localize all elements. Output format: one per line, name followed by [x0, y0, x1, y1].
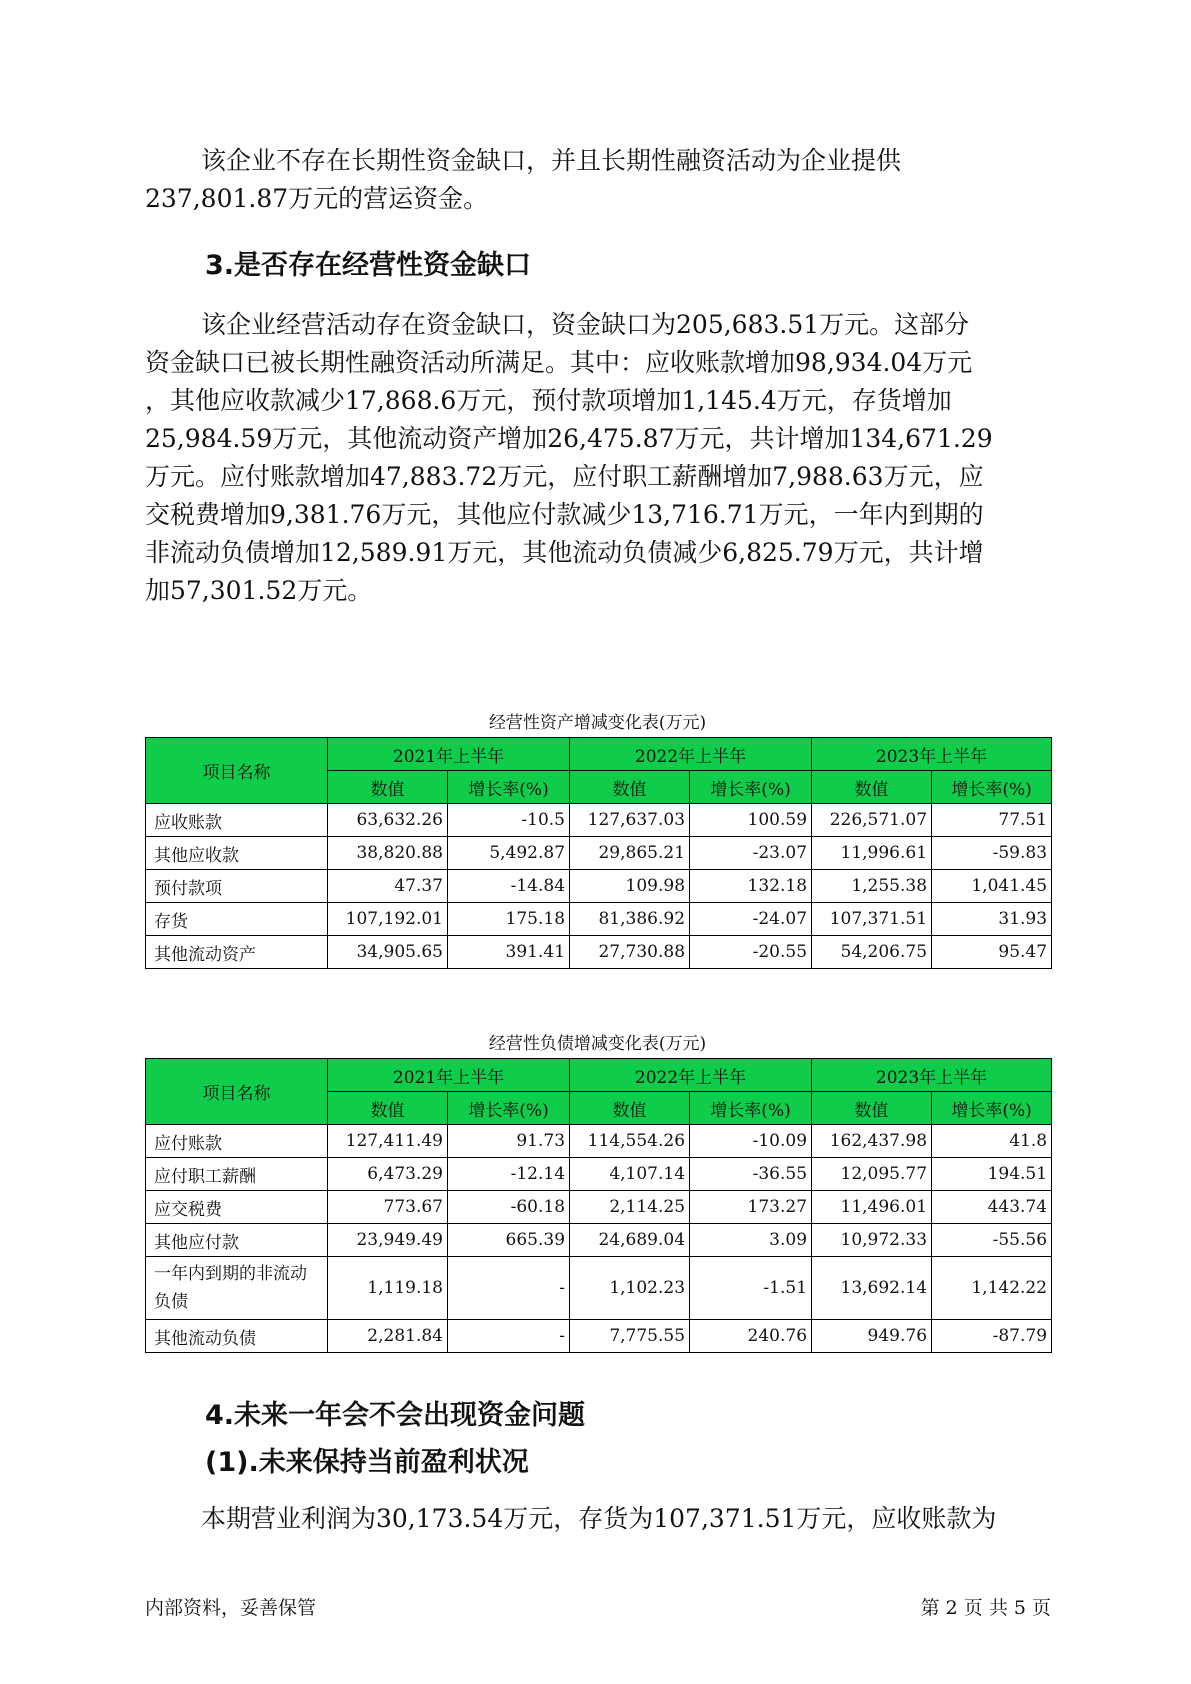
table-cell: 127,411.49: [328, 1125, 448, 1158]
operating-assets-table: [145, 737, 1052, 969]
paragraph-operating-gap: [145, 306, 1050, 610]
operating-liabilities-table: [145, 1058, 1052, 1353]
subsection-heading-4-1: (1).未来保持当前盈利状况: [205, 1447, 529, 1478]
table-cell: -: [448, 1257, 570, 1320]
section-heading-4: 4.未来一年会不会出现资金问题: [205, 1400, 586, 1431]
column-header-growth: 增长率(%): [690, 1092, 812, 1125]
column-header-value: 数值: [570, 771, 690, 804]
table-cell: -: [448, 1320, 570, 1353]
column-header-period: 2022年上半年: [570, 738, 812, 771]
table-cell: 54,206.75: [812, 936, 932, 969]
table-cell: 27,730.88: [570, 936, 690, 969]
table-cell: 34,905.65: [328, 936, 448, 969]
table-cell: 665.39: [448, 1224, 570, 1257]
column-header-period: 2023年上半年: [812, 1059, 1052, 1092]
footer-confidential-note: 内部资料，妥善保管: [145, 1597, 317, 1619]
column-header-growth: 增长率(%): [448, 771, 570, 804]
row-label: 存货: [146, 903, 328, 936]
column-header-period: 2021年上半年: [328, 1059, 570, 1092]
table-cell: 240.76: [690, 1320, 812, 1353]
paragraph-profit: [145, 1500, 1050, 1538]
text-line: 本期营业利润为30,173.54万元，存货为107,371.51万元，应收账款为: [201, 1504, 997, 1533]
table-cell: 100.59: [690, 804, 812, 837]
table-row: [146, 870, 1052, 903]
table-cell: 107,371.51: [812, 903, 932, 936]
column-header-value: 数值: [812, 771, 932, 804]
text-line: 该企业不存在长期性资金缺口，并且长期性融资活动为企业提供: [201, 146, 902, 175]
table-row: [146, 1224, 1052, 1257]
column-header-value: 数值: [570, 1092, 690, 1125]
table-cell: 12,095.77: [812, 1158, 932, 1191]
table-cell: 6,473.29: [328, 1158, 448, 1191]
table-cell: 4,107.14: [570, 1158, 690, 1191]
table-cell: 11,996.61: [812, 837, 932, 870]
row-label: 应交税费: [146, 1191, 328, 1224]
table-cell: -87.79: [932, 1320, 1052, 1353]
table-cell: 175.18: [448, 903, 570, 936]
text-line: 加57,301.52万元。: [145, 576, 373, 605]
table-cell: -10.09: [690, 1125, 812, 1158]
table-cell: 114,554.26: [570, 1125, 690, 1158]
table-cell: 194.51: [932, 1158, 1052, 1191]
table-cell: -12.14: [448, 1158, 570, 1191]
table-cell: 1,102.23: [570, 1257, 690, 1320]
table-cell: 773.67: [328, 1191, 448, 1224]
table-cell: 13,692.14: [812, 1257, 932, 1320]
table-cell: 81,386.92: [570, 903, 690, 936]
table-cell: -23.07: [690, 837, 812, 870]
table-row: [146, 1320, 1052, 1353]
footer-page-number: 第 2 页 共 5 页: [920, 1597, 1051, 1619]
table-cell: -55.56: [932, 1224, 1052, 1257]
table-cell: 10,972.33: [812, 1224, 932, 1257]
text-line: 237,801.87万元的营运资金。: [145, 184, 489, 213]
table-cell: 95.47: [932, 936, 1052, 969]
table-cell: 1,255.38: [812, 870, 932, 903]
table-cell: 23,949.49: [328, 1224, 448, 1257]
row-label: 应付职工薪酬: [146, 1158, 328, 1191]
table-cell: -10.5: [448, 804, 570, 837]
table-row: [146, 1257, 1052, 1320]
table-cell: 132.18: [690, 870, 812, 903]
table-row: [146, 804, 1052, 837]
table-cell: 3.09: [690, 1224, 812, 1257]
column-header-growth: 增长率(%): [932, 1092, 1052, 1125]
table-cell: 2,114.25: [570, 1191, 690, 1224]
table-cell: -14.84: [448, 870, 570, 903]
table-cell: 162,437.98: [812, 1125, 932, 1158]
row-label: 一年内到期的非流动负债: [146, 1257, 328, 1320]
table-cell: 173.27: [690, 1191, 812, 1224]
table-row: [146, 1125, 1052, 1158]
table-cell: 127,637.03: [570, 804, 690, 837]
table-cell: -36.55: [690, 1158, 812, 1191]
table-cell: 1,119.18: [328, 1257, 448, 1320]
text-line: 非流动负债增加12,589.91万元，其他流动负债减少6,825.79万元，共计增: [145, 538, 984, 567]
text-line: 万元。应付账款增加47,883.72万元，应付职工薪酬增加7,988.63万元，应: [145, 462, 984, 491]
text-line: 交税费增加9,381.76万元，其他应付款减少13,716.71万元，一年内到期的: [145, 500, 984, 529]
table-cell: 41.8: [932, 1125, 1052, 1158]
table-row: [146, 936, 1052, 969]
row-label: 应付账款: [146, 1125, 328, 1158]
table-cell: 77.51: [932, 804, 1052, 837]
row-label: 预付款项: [146, 870, 328, 903]
column-header-value: 数值: [328, 1092, 448, 1125]
row-label: 其他应收款: [146, 837, 328, 870]
table-cell: 443.74: [932, 1191, 1052, 1224]
table-cell: -20.55: [690, 936, 812, 969]
column-header-period: 2023年上半年: [812, 738, 1052, 771]
table-cell: 38,820.88: [328, 837, 448, 870]
table-caption-liabilities: 经营性负债增减变化表(万元): [488, 1034, 707, 1054]
column-header-name: 项目名称: [146, 738, 328, 804]
table-cell: 47.37: [328, 870, 448, 903]
table-cell: 11,496.01: [812, 1191, 932, 1224]
column-header-name: 项目名称: [146, 1059, 328, 1125]
table-cell: 2,281.84: [328, 1320, 448, 1353]
table-cell: 1,041.45: [932, 870, 1052, 903]
table-cell: 63,632.26: [328, 804, 448, 837]
column-header-growth: 增长率(%): [932, 771, 1052, 804]
column-header-value: 数值: [328, 771, 448, 804]
text-line: 该企业经营活动存在资金缺口，资金缺口为205,683.51万元。这部分: [201, 310, 970, 339]
table-cell: 31.93: [932, 903, 1052, 936]
table-row: [146, 837, 1052, 870]
row-label: 其他流动负债: [146, 1320, 328, 1353]
column-header-period: 2022年上半年: [570, 1059, 812, 1092]
table-cell: 226,571.07: [812, 804, 932, 837]
table-row: [146, 903, 1052, 936]
column-header-growth: 增长率(%): [448, 1092, 570, 1125]
table-cell: 91.73: [448, 1125, 570, 1158]
text-line: 25,984.59万元，其他流动资产增加26,475.87万元，共计增加134,671.29: [145, 424, 993, 453]
row-label: 应收账款: [146, 804, 328, 837]
table-cell: -59.83: [932, 837, 1052, 870]
table-cell: 391.41: [448, 936, 570, 969]
table-cell: 7,775.55: [570, 1320, 690, 1353]
column-header-period: 2021年上半年: [328, 738, 570, 771]
section-heading-3: 3.是否存在经营性资金缺口: [205, 250, 532, 281]
table-cell: -1.51: [690, 1257, 812, 1320]
table-row: [146, 1158, 1052, 1191]
column-header-growth: 增长率(%): [690, 771, 812, 804]
table-cell: 5,492.87: [448, 837, 570, 870]
table-cell: -24.07: [690, 903, 812, 936]
table-row: [146, 1191, 1052, 1224]
row-label: 其他应付款: [146, 1224, 328, 1257]
table-cell: 109.98: [570, 870, 690, 903]
text-line: 资金缺口已被长期性融资活动所满足。其中：应收账款增加98,934.04万元: [145, 348, 973, 377]
table-cell: 107,192.01: [328, 903, 448, 936]
row-label: 其他流动资产: [146, 936, 328, 969]
table-cell: -60.18: [448, 1191, 570, 1224]
table-cell: 29,865.21: [570, 837, 690, 870]
text-line: ，其他应收款减少17,868.6万元，预付款项增加1,145.4万元，存货增加: [145, 386, 952, 415]
table-cell: 949.76: [812, 1320, 932, 1353]
table-cell: 24,689.04: [570, 1224, 690, 1257]
table-cell: 1,142.22: [932, 1257, 1052, 1320]
paragraph-long-term-funding: [145, 142, 1050, 218]
table-caption-assets: 经营性资产增减变化表(万元): [488, 713, 707, 733]
column-header-value: 数值: [812, 1092, 932, 1125]
